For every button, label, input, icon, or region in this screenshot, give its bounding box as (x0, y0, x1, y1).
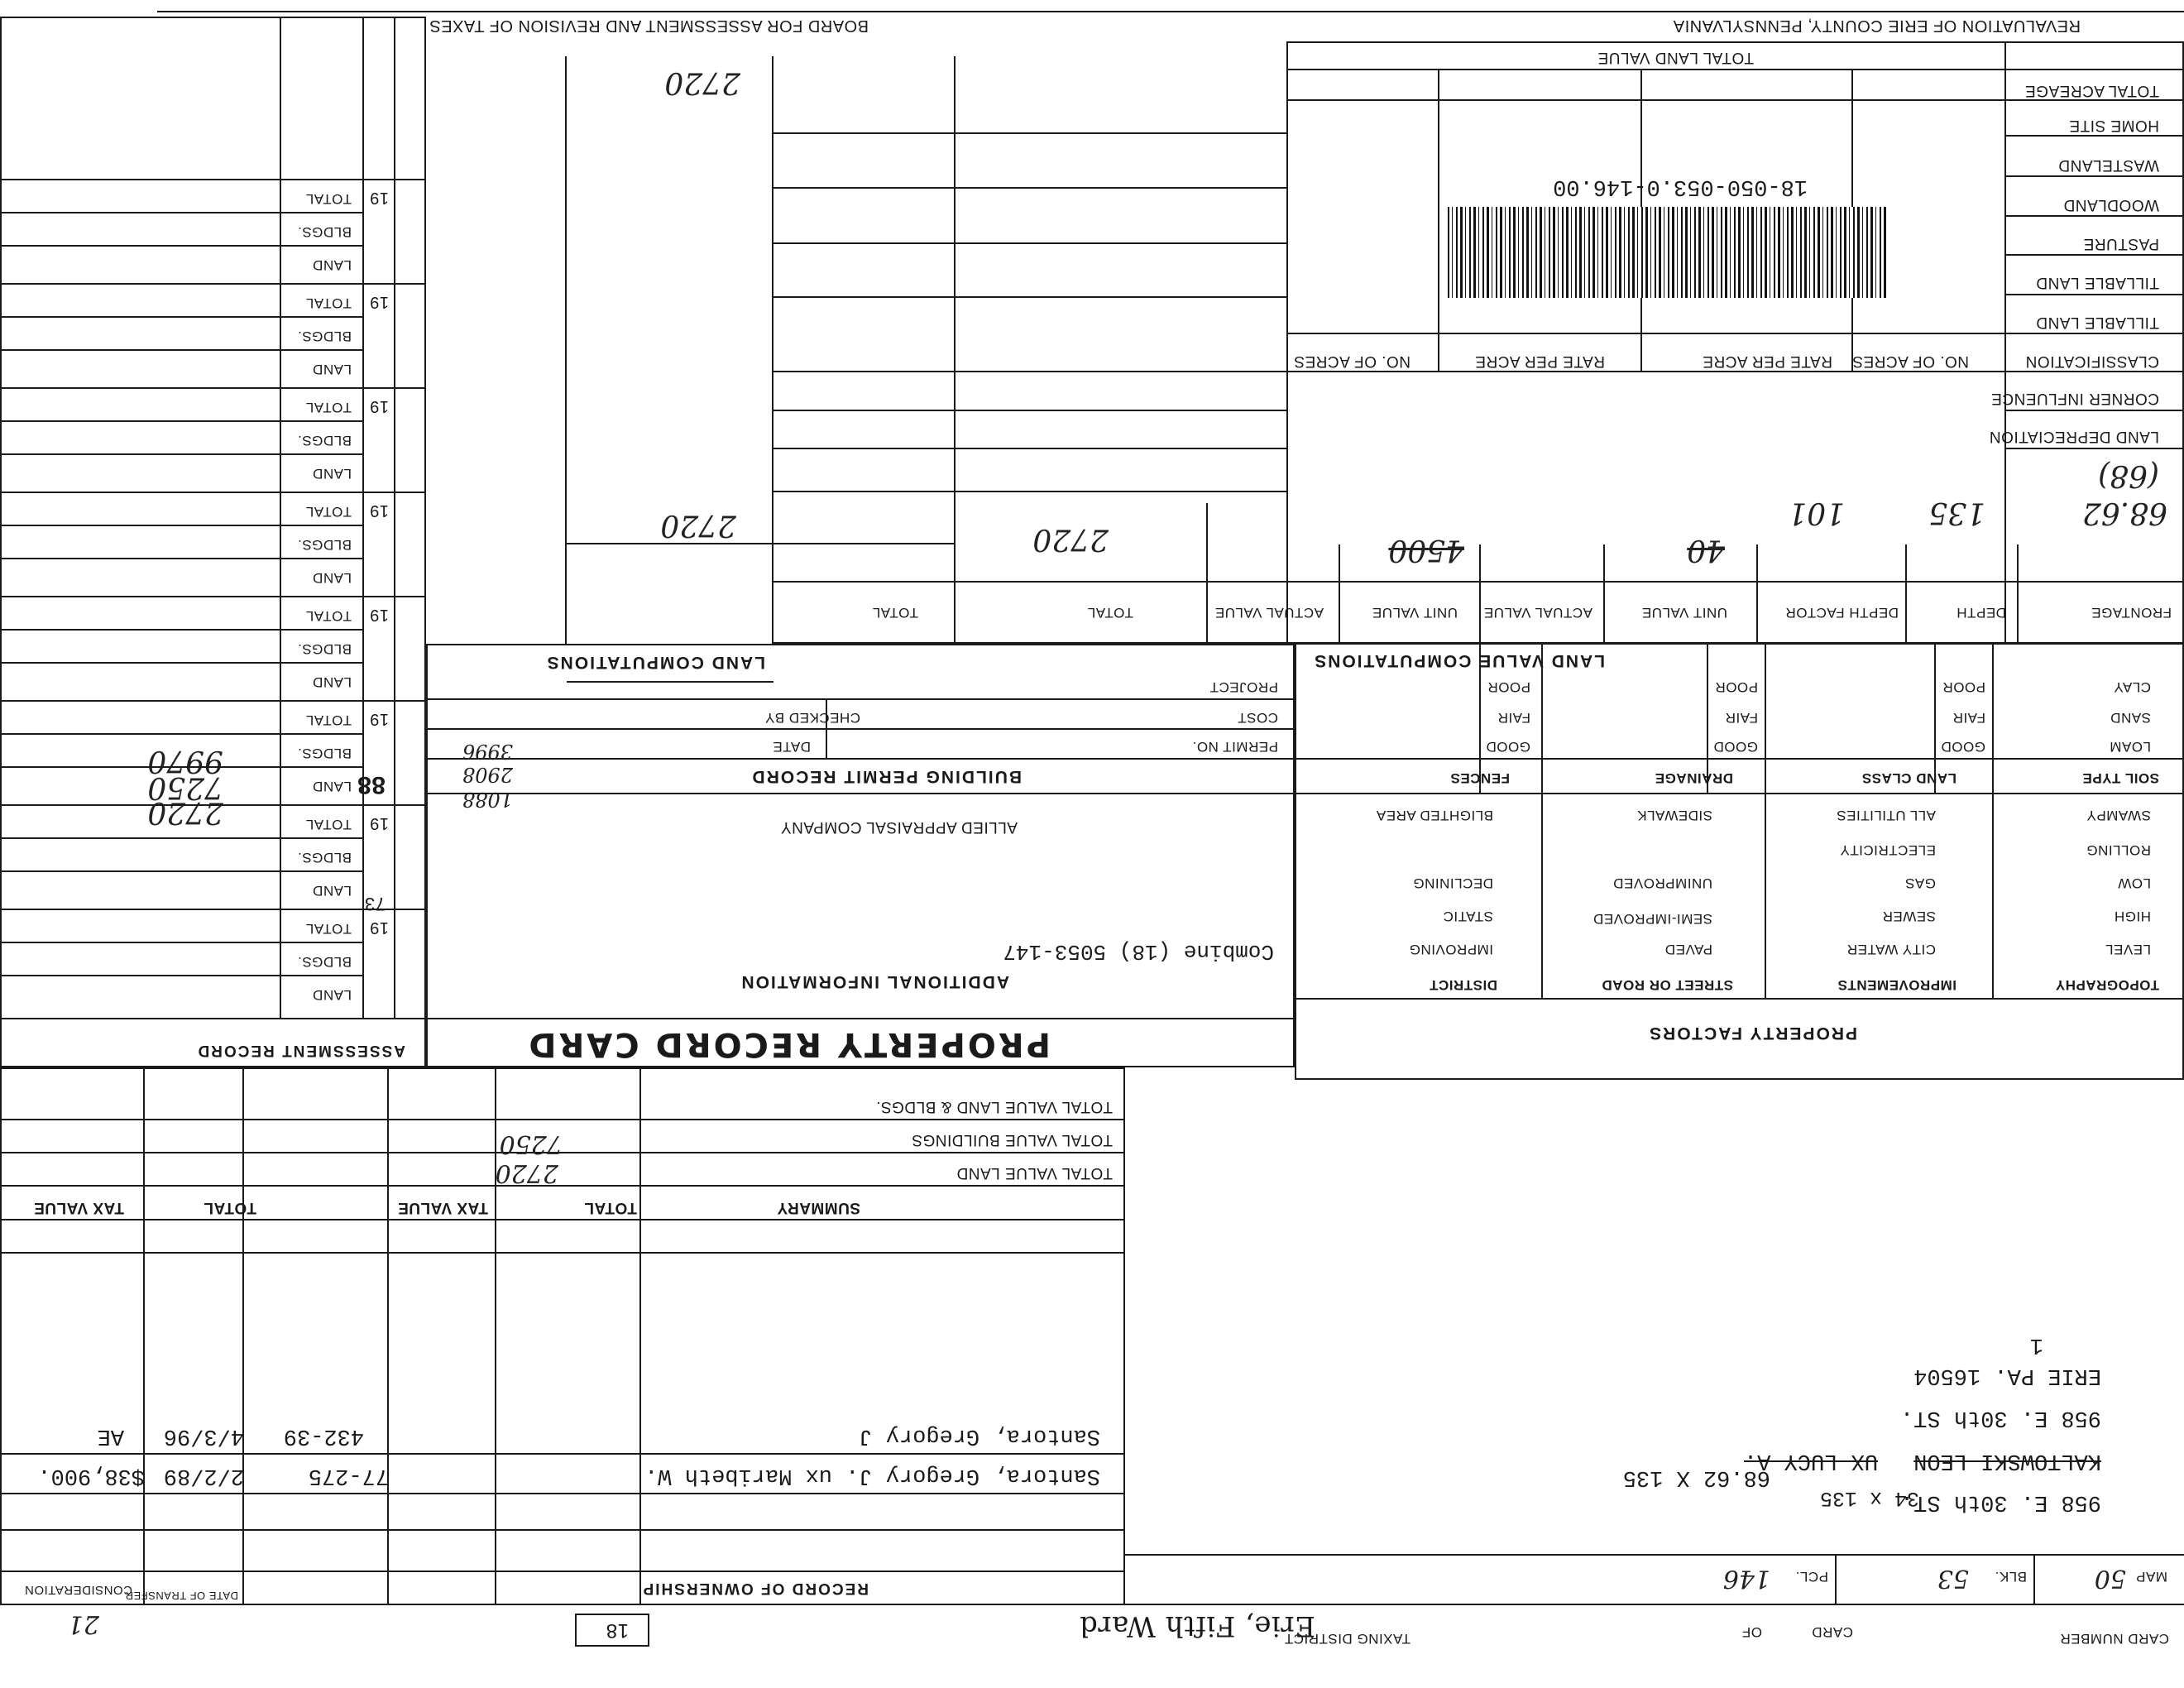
assess-label: TOTAL (305, 817, 352, 832)
assess-row-line (0, 558, 364, 559)
permit-additional-section (426, 644, 1295, 1067)
impr-gas: GAS (1904, 875, 1936, 891)
assess-label: TOTAL (305, 191, 352, 207)
assess-year-prefix: 19 (369, 606, 389, 624)
summary-title: SUMMARY (777, 1199, 860, 1216)
land-row-woodland: WOODLAND (2063, 196, 2159, 213)
dims: 68.62 X 135 (1622, 1465, 1770, 1489)
summary-land-hand: 2720 (495, 1158, 558, 1187)
col-actual-value-2: ACTUAL VALUE (1214, 605, 1324, 621)
summary-col-tax-value: TAX VALUE (397, 1199, 488, 1216)
blk-value: 53 (1937, 1564, 1969, 1593)
summary-row-land: TOTAL VALUE LAND (956, 1164, 1113, 1182)
street-unimproved: UNIMPROVED (1612, 875, 1712, 891)
topo-level: LEVEL (2105, 942, 2151, 957)
consideration-label: CONSIDERATION (24, 1583, 132, 1597)
col-depth-factor: DEPTH FACTOR (1785, 605, 1899, 621)
map-value: 50 (2094, 1564, 2126, 1593)
assess-row-line (0, 349, 364, 351)
impr-all-utilities: ALL UTILITIES (1836, 808, 1936, 823)
taxing-district-label: TAXING DISTRICT (1284, 1631, 1410, 1647)
q-poor-3: POOR (1487, 679, 1530, 695)
assess-row-line (0, 942, 364, 943)
assess-year-prefix: 19 (369, 814, 389, 832)
address-line2: 958 E. 30th ST. (1899, 1405, 2101, 1430)
col-no-acres-2: NO. OF ACRES (1293, 352, 1410, 370)
district-declining: DECLINING (1412, 875, 1493, 891)
land-row-wasteland: WASTELAND (2057, 156, 2159, 174)
permit-date: DATE (772, 739, 811, 755)
col-rate-per-acre-1: RATE PER ACRE (1702, 352, 1832, 370)
assess-row-line (0, 212, 364, 213)
col-frontage: FRONTAGE (2091, 605, 2172, 621)
owner-2-date: 4/3/96 (163, 1423, 244, 1448)
col-unit-value: UNIT VALUE (1641, 605, 1727, 621)
assess-label: LAND (312, 466, 352, 482)
card-number-label: CARD NUMBER (2059, 1631, 2169, 1647)
land-value-computations-title: LAND VALUE COMPUTATIONS (1313, 651, 1605, 670)
street-sidewalk: SIDEWALK (1636, 808, 1712, 823)
q-good-2: GOOD (1713, 739, 1758, 755)
district-improving: IMPROVING (1409, 942, 1493, 957)
address-line1: 958 E. 30th ST. (1899, 1489, 2101, 1514)
q-fair-3: FAIR (1497, 710, 1530, 726)
col-depth: DEPTH (1956, 605, 2006, 621)
former-owner: KALTOWSKI LEON (1913, 1448, 2101, 1473)
col-total-2: TOTAL (872, 605, 918, 621)
soil-row-sand: SAND (2110, 710, 2151, 726)
assess-group-line (0, 179, 426, 180)
year-88: 88 (357, 771, 386, 798)
assess-group-line (0, 804, 426, 806)
assess-label: BLDGS. (297, 433, 352, 448)
assess-label: TOTAL (305, 400, 352, 415)
computed-land-total: 2720 (660, 508, 736, 542)
assess-label: LAND (312, 674, 352, 690)
assess-land-2720: 2720 (147, 795, 223, 829)
assess-label: LAND (312, 257, 352, 273)
land-row-tillable-2: TILLABLE LAND (2035, 314, 2159, 331)
assess-year-prefix: 19 (369, 293, 389, 311)
year-73: 73 (364, 894, 386, 914)
former-owner-ux: UX LUCY A. (1743, 1448, 1878, 1473)
top-rule (157, 11, 2184, 12)
of-label: OF (1741, 1624, 1762, 1640)
col-actual-value: ACTUAL VALUE (1483, 605, 1592, 621)
land-row-pasture: PASTURE (2083, 235, 2159, 252)
assessment-record-title: ASSESSMENT RECORD (196, 1042, 405, 1059)
barcode-number: 18-050-053.0-146.00 (1553, 174, 1808, 199)
assess-row-line (0, 975, 364, 976)
blk-label: BLK. (1995, 1569, 2027, 1585)
assess-label: BLDGS. (297, 850, 352, 866)
impr-city-water: CITY WATER (1846, 942, 1936, 957)
pf-header-topography: TOPOGRAPHY (2055, 977, 2159, 993)
assess-label: LAND (312, 570, 352, 586)
assess-year-prefix: 19 (369, 397, 389, 415)
q-poor-2: POOR (1714, 679, 1758, 695)
owner-1-date: 2/2/89 (163, 1463, 244, 1488)
barcode (1448, 207, 1886, 298)
permit-note-3996: 3996 (462, 740, 513, 763)
col-no-acres-1: NO. OF ACRES (1851, 352, 1969, 370)
district-number: 18 (606, 1619, 629, 1642)
building-permit-title: BUILDING PERMIT RECORD (750, 767, 1022, 786)
land-total-value: 2720 (664, 65, 740, 99)
assess-group-line (0, 283, 426, 285)
total-land-value-label: TOTAL LAND VALUE (1597, 49, 1754, 66)
lc-unit-value: 40 (1687, 533, 1725, 567)
soil-header-fences: FENCES (1450, 770, 1510, 786)
assess-label: BLDGS. (297, 954, 352, 970)
street-semi-improved: SEMI-IMPROVED (1592, 911, 1712, 927)
soil-row-loam: LOAM (2109, 739, 2151, 755)
permit-note-2908: 2908 (462, 763, 513, 786)
assess-row-line (0, 525, 364, 526)
assess-row-line (0, 629, 364, 631)
card-label: CARD (1811, 1624, 1853, 1640)
land-row-tillable-1: TILLABLE LAND (2035, 274, 2159, 291)
assess-label: BLDGS. (297, 537, 352, 553)
pcl-value: 146 (1722, 1564, 1770, 1593)
q-good-1: GOOD (1941, 739, 1985, 755)
assess-label: TOTAL (305, 921, 352, 937)
permit-project: PROJECT (1209, 679, 1278, 695)
assess-label: LAND (312, 362, 352, 377)
summary-col-total: TOTAL (583, 1199, 637, 1216)
property-factors-title: PROPERTY FACTORS (1648, 1024, 1857, 1043)
land-row-land-depreciation: LAND DEPRECIATION (1989, 428, 2159, 445)
land-row-corner-influence: CORNER INFLUENCE (1990, 390, 2159, 407)
q-good-3: GOOD (1486, 739, 1530, 755)
assess-row-line (0, 245, 364, 247)
combine-note: Combine (18) 5053-147 (1003, 939, 1274, 964)
street-paved: PAVED (1664, 942, 1712, 957)
assess-label: BLDGS. (297, 641, 352, 657)
soil-header-land-class: LAND CLASS (1861, 770, 1956, 786)
assess-label: BLDGS. (297, 746, 352, 761)
assess-group-line (0, 492, 426, 493)
depth-factor-value: 101 (1788, 496, 1845, 530)
assess-group-line (0, 909, 426, 910)
col-rate-per-acre-2: RATE PER ACRE (1474, 352, 1605, 370)
summary-col-total-2: TOTAL (203, 1199, 256, 1216)
assess-label: TOTAL (305, 712, 352, 728)
ownership-title: RECORD OF OWNERSHIP (641, 1580, 869, 1597)
assess-row-line (0, 766, 364, 768)
total-acreage-label: TOTAL ACREAGE (2024, 82, 2159, 99)
impr-sewer: SEWER (1882, 909, 1936, 924)
assess-total-9970: 9970 (147, 744, 223, 778)
assess-label: LAND (312, 779, 352, 794)
topo-high: HIGH (2114, 909, 2151, 924)
assess-group-line (0, 596, 426, 597)
summary-row-land-bldgs: TOTAL VALUE LAND & BLDGS. (875, 1098, 1113, 1115)
pf-header-street: STREET OR ROAD (1601, 977, 1733, 993)
soil-header-soil-type: SOIL TYPE (2082, 770, 2159, 786)
owner-2-book: 432-39 (283, 1423, 364, 1448)
summary-buildings-hand: 7250 (499, 1129, 563, 1158)
district-blighted: BLIGHTED AREA (1376, 808, 1493, 823)
address-mark: 1 (2029, 1332, 2043, 1357)
address-city: ERIE PA. 16504 (1913, 1363, 2101, 1388)
owner-2-name: Santora, Gregory J (859, 1423, 1100, 1448)
land-row-home-site: HOME SITE (2068, 117, 2159, 134)
assess-label: TOTAL (305, 608, 352, 624)
frontage-value: 68.62 (2081, 496, 2167, 530)
pcl-label: PCL. (1795, 1569, 1828, 1585)
assess-year-prefix: 19 (369, 710, 389, 728)
q-fair-1: FAIR (1952, 710, 1985, 726)
depth-value: 135 (1928, 496, 1985, 530)
card-number-21: 21 (67, 1609, 99, 1638)
lc-total: 2720 (1032, 522, 1109, 556)
topo-rolling: ROLLING (2086, 842, 2151, 858)
permit-no: PERMIT NO. (1192, 739, 1278, 755)
topo-low: LOW (2117, 875, 2151, 891)
board-title: BOARD FOR ASSESSMENT AND REVISION OF TAXES (429, 17, 869, 35)
impr-electricity: ELECTRICITY (1839, 842, 1936, 858)
topo-swampy: SWAMPY (2086, 808, 2151, 823)
assess-row-line (0, 453, 364, 455)
taxing-district: Erie, Fifth Ward (1079, 1609, 1315, 1642)
assess-row-line (0, 837, 364, 839)
assess-row-line (0, 733, 364, 735)
assess-row-line (0, 316, 364, 318)
assess-row-line (0, 870, 364, 872)
land-computations-side-title: LAND COMPUTATIONS (545, 653, 765, 672)
district-static: STATIC (1443, 909, 1493, 924)
assess-label: TOTAL (305, 504, 352, 520)
soil-row-clay: CLAY (2113, 679, 2151, 695)
date-of-transfer-label: DATE OF TRANSFER (125, 1590, 238, 1602)
land-row-classification: CLASSIFICATION (2025, 352, 2159, 370)
summary-col-tax-value-2: TAX VALUE (33, 1199, 124, 1216)
owner-1-consideration: $38,900. (37, 1463, 145, 1488)
pf-header-district: DISTRICT (1429, 977, 1497, 993)
q-poor-1: POOR (1942, 679, 1985, 695)
permit-cost: COST (1237, 710, 1278, 726)
frontage-note: (68) (2098, 458, 2159, 492)
assess-year-prefix: 19 (369, 918, 389, 937)
pf-header-improvements: IMPROVEMENTS (1837, 977, 1956, 993)
assess-bldgs-7250: 7250 (147, 770, 223, 804)
col-unit-value-2: UNIT VALUE (1372, 605, 1458, 621)
permit-checked-by: CHECKED BY (764, 710, 860, 726)
assess-year-prefix: 19 (369, 189, 389, 207)
owner-1-name: Santora, Gregory J. ux Maribeth W. (644, 1463, 1100, 1488)
assess-label: BLDGS. (297, 328, 352, 344)
property-record-card-title: PROPERTY RECORD CARD (526, 1025, 1051, 1063)
appraisal-company: ALLIED APPRAISAL COMPANY (780, 818, 1018, 836)
county-title: REVALUATION OF ERIE COUNTY, PENNSYLVANIA (1673, 17, 2081, 35)
owner-2-consideration: AE (97, 1423, 124, 1448)
assess-year-prefix: 19 (369, 501, 389, 520)
assess-group-line (0, 387, 426, 389)
assess-row-line (0, 662, 364, 664)
dims-struck: 34 x 135 (1819, 1486, 1919, 1510)
summary-row-buildings: TOTAL VALUE BUILDINGS (911, 1131, 1113, 1149)
col-total-1: TOTAL (1087, 605, 1133, 621)
map-label: MAP (2135, 1569, 2167, 1585)
lc-total-struck: 4500 (1388, 533, 1464, 567)
soil-header-drainage: DRAINAGE (1655, 770, 1733, 786)
permit-note-1088: 1088 (462, 788, 513, 811)
assess-group-line (0, 700, 426, 702)
additional-info-title: ADDITIONAL INFORMATION (740, 972, 1009, 991)
assess-row-line (0, 420, 364, 422)
assess-label: TOTAL (305, 295, 352, 311)
assess-label: LAND (312, 883, 352, 899)
q-fair-2: FAIR (1725, 710, 1758, 726)
assess-label: LAND (312, 987, 352, 1003)
assess-label: BLDGS. (297, 224, 352, 240)
owner-1-book: 77-275 (308, 1463, 389, 1488)
